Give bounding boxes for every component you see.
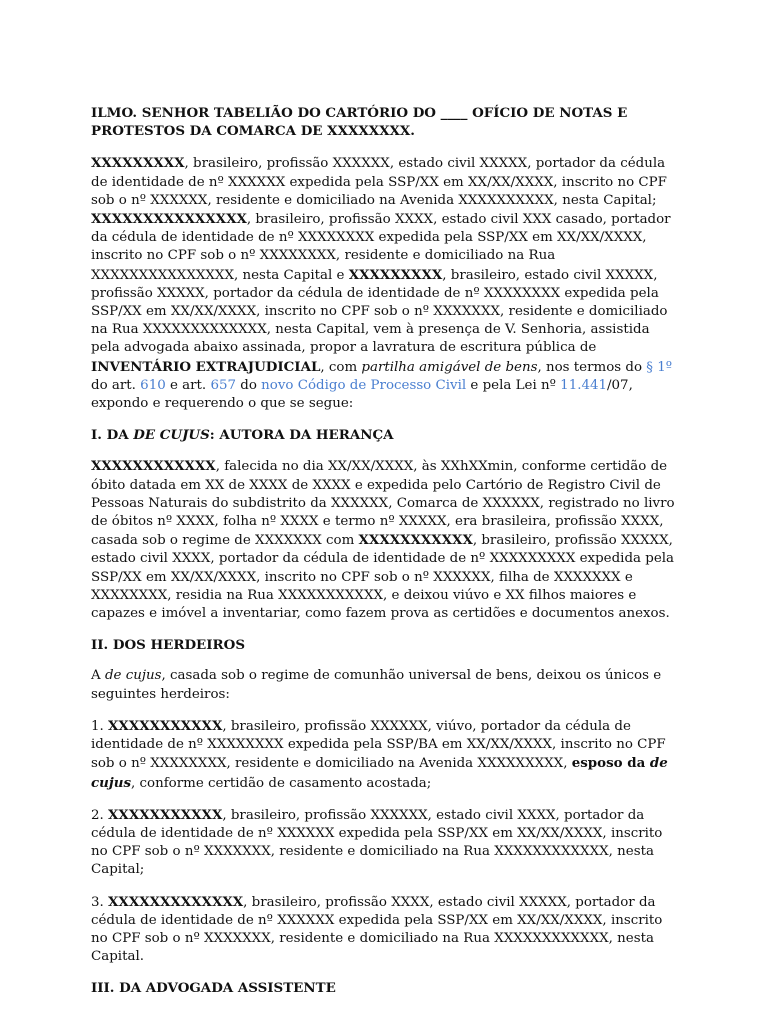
document-title: ILMO. SENHOR TABELIÃO DO CARTÓRIO DO ____ OFÍCIO DE NOTAS E PROTESTOS DA COMARCA DE XXXXXXXX. <box>91 105 628 140</box>
link-lei-11441[interactable]: 11.441 <box>560 377 608 393</box>
section-3-heading: III. DA ADVOGADA ASSISTENTE <box>91 980 336 997</box>
applicant-2-name: XXXXXXXXXXXXXXX <box>91 211 247 228</box>
section-2-intro: A de cujus, casada sob o regime de comunhão universal de bens, deixou os únicos e seguintes herdeiros: <box>91 668 662 702</box>
heir-1-paragraph: 1. XXXXXXXXXXX, brasileiro, profissão XXXXXX, viúvo, portador da cédula de identidade de nº XXXXXXXX expedida pela SSP/BA em XX/XX/XXXX, inscrito no CPF sob o nº XXXXXXXX, residente e domiciliado na Avenida XXXXXXXXX, esposo da de cujus, conforme certidão de casamento acostada; <box>91 717 668 791</box>
heir-3-name: XXXXXXXXXXXXX <box>108 893 244 910</box>
applicant-1-name: XXXXXXXXX <box>91 155 185 172</box>
section-1-paragraph: XXXXXXXXXXXX, falecida no dia XX/XX/XXXX, às XXhXXmin, conforme certidão de óbito datada em XX de XXXX de XXXX e expedida pelo Cartório de Registro Civil de Pessoas Naturais do subdistrito da XXXXXX, Comarca de XXXXXX, registrado no livro de óbitos nº XXXX, folha nº XXXX e termo nº XXXXX, era brasileira, profissão XXXX, casada sob o regime de XXXXXXX com XXXXXXXXXXX, brasileiro, profissão XXXXX, estado civil XXXX, portador da cédula de identidade de nº XXXXXXXXX expedida pela SSP/XX em XX/XX/XXXX, inscrito no CPF sob o nº XXXXXX, filha de XXXXXXX e XXXXXXXX, residia na Rua XXXXXXXXXXX, e deixou viúvo e XX filhos maiores e capazes e imóvel a inventariar, como fazem prova as certidões e documentos anexos. <box>91 458 675 622</box>
intro-paragraph: XXXXXXXXX, brasileiro, profissão XXXXXX, estado civil XXXXX, portador da cédula de identidade de nº XXXXXX expedida pela SSP/XX em XX/XX/XXXX, inscrito no CPF sob o nº XXXXXX, residente e domiciliado na Avenida XXXXXXXXXX, nesta Capital; XXXXXXXXXXXXXXX, brasileiro, profissão XXXX, estado civil XXX casado, portador da cédula de identidade de nº XXXXXXXX expedida pela SSP/XX em XX/XX/XXXX, inscrito no CPF sob o nº XXXXXXXX, residente e domiciliado na Rua XXXXXXXXXXXXXXX, nesta Capital e XXXXXXXXX, brasileiro, estado civil XXXXX, profissão XXXXX, portador da cédula de identidade de nº XXXXXXXX expedida pela SSP/XX em XX/XX/XXXX, inscrito no CPF sob o nº XXXXXXX, residente e domiciliado na Rua XXXXXXXXXXXXX, nesta Capital, vem à presença de V. Senhoria, assistida pela advogada abaixo assinada, propor a lavratura de escritura pública de INVENTÁRIO EXTRAJUDICIAL, com partilha amigável de bens, nos termos do § 1º do art. 610 e art. 657 do novo Código de Processo Civil e pela Lei nº 11.441/07, expondo e requerendo o que se segue: <box>91 155 673 412</box>
link-art-657[interactable]: 657 <box>210 377 237 393</box>
heir-2-paragraph: 2. XXXXXXXXXXX, brasileiro, profissão XXXXXX, estado civil XXXX, portador da cédula de identidade de nº XXXXXX expedida pela SSP/XX em XX/XX/XXXX, inscrito no CPF sob o nº XXXXXXX, residente e domiciliado na Rua XXXXXXXXXXXX, nesta Capital; <box>91 806 663 878</box>
heir-1-name: XXXXXXXXXXX <box>108 717 223 734</box>
deceased-name: XXXXXXXXXXXX <box>91 458 216 475</box>
heir-2-name: XXXXXXXXXXX <box>108 806 223 823</box>
section-1-heading: I. DA DE CUJUS: AUTORA DA HERANÇA <box>91 427 394 444</box>
link-art-610[interactable]: 610 <box>140 377 166 393</box>
spouse-name: XXXXXXXXXXX <box>358 532 473 549</box>
heir-3-paragraph: 3. XXXXXXXXXXXXX, brasileiro, profissão XXXX, estado civil XXXXX, portador da cédula de identidade de nº XXXXXX expedida pela SSP/XX em XX/XX/XXXX, inscrito no CPF sob o nº XXXXXXX, residente e domiciliado na Rua XXXXXXXXXXXX, nesta Capital. <box>91 893 663 965</box>
section-2-heading: II. DOS HERDEIROS <box>91 637 245 654</box>
link-cpc[interactable]: novo Código de Processo Civil <box>261 377 467 393</box>
link-paragraph-1[interactable]: § 1º <box>646 359 673 375</box>
inventario-label: INVENTÁRIO EXTRAJUDICIAL <box>91 358 321 375</box>
applicant-3-name: XXXXXXXXX <box>348 266 443 283</box>
partilha-label: partilha amigável de bens <box>361 359 538 375</box>
